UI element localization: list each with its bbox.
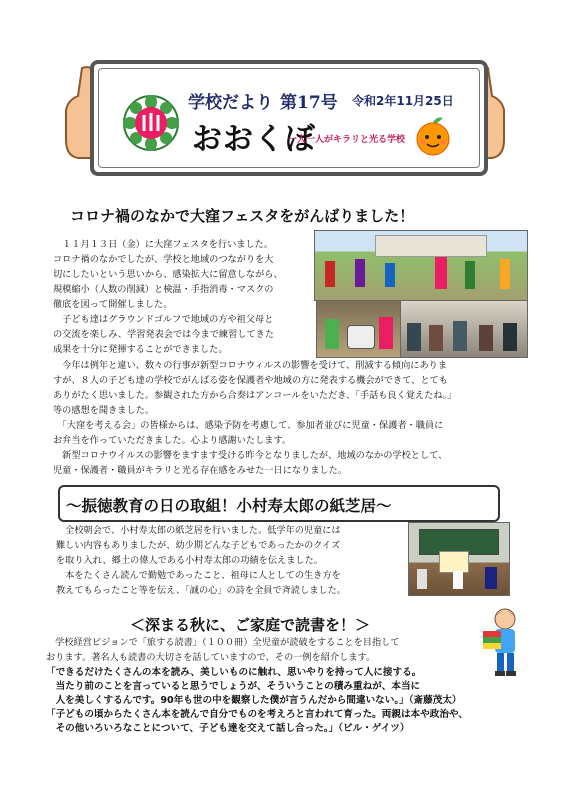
reading-headline: ＜深まる秋に、ご家庭で読書を！＞ (130, 616, 371, 634)
text-line: 教えてもらったこと等を伝え、「誠の心」の詩を全員で斉読しました。 (56, 585, 346, 596)
ground-golf-photo (314, 230, 528, 301)
text-line: ありがたく思いました。参観された方から合奏はアンコールをいただき、「手話も良く覚えたね。」 (53, 390, 457, 401)
text-line: 規模縮小（人数の削減）と検温・手指消毒・マスクの (53, 284, 274, 295)
text-line: 児童・保護者・職員がキラリと光る存在感をみせた一日になりました。 (53, 465, 347, 476)
festa-paragraph-column (53, 237, 308, 357)
school-motto: 一人一人がキラリと光る学校 (288, 135, 406, 145)
quote-line: 「できるだけたくさんの本を読み、美しいものに触れ、思いやりを持って人に接する。 (46, 667, 422, 678)
reading-paragraph (46, 635, 486, 665)
festa-paragraph-full (53, 358, 523, 478)
drum-performance-photo (316, 300, 402, 358)
text-line: 本をたくさん読んで勤勉であったこと、祖母に人としての生き方を (56, 570, 341, 581)
issue-number: 第17号 (280, 93, 338, 113)
text-line: すが、８人の子ども達の学校でがんばる姿を保護者や地域の方に発表する機会ができて、とても (53, 375, 448, 386)
quote-line: 当たり前のことを言っていると思うでしょうが、そういうことの積み重ねが、本当に (46, 681, 421, 692)
kamishibai-paragraph (56, 523, 406, 598)
quote-line: 「子どもの頃からたくさん本を読んで自分でものを考えろと言われて育った。両親は本や政治や、 (46, 709, 468, 720)
newsletter-header (70, 52, 500, 174)
school-name: おおくぼ (192, 122, 316, 157)
audience-photo (400, 300, 528, 358)
text-line: 新型コロナウイルスの影響をますます受ける昨今となりましたが、地域のなかの学校として、 (53, 450, 448, 461)
text-line: 難しい内容もありましたが、幼少期どんな子どもであったかのクイズ (56, 540, 341, 551)
text-line: 切にしたいという思いから、感染拡大に留意しながら、 (53, 269, 283, 280)
issue-date: 令和2年11月25日 (352, 94, 454, 108)
text-line: １１月１３日（金）に大窪フェスタを行いました。 (53, 239, 274, 250)
text-line: 全校朝会で、小村寿太郎の紙芝居を行いました。低学年の児童には (56, 525, 341, 536)
text-line: 成果を十分に発揮することができました。 (53, 344, 228, 355)
quote-line: 人を美しくするんです。90年も世の中を観察した僕が言うんだから間違いない。」（斎藤茂太） (46, 695, 462, 706)
text-line: 等の感想を聞きました。 (53, 405, 155, 416)
kamishibai-headline: ～振徳教育の日の取組！小村寿太郎の紙芝居～ (66, 496, 392, 515)
newsletter-title: 学校だより (188, 93, 273, 113)
reading-quotes (46, 666, 526, 736)
text-line: コロナ禍のなかでしたが、学校と地域のつながりを大 (53, 254, 274, 265)
text-line: お弁当を作っていただきました。心より感謝いたします。 (53, 435, 292, 446)
festa-headline: コロナ禍のなかで大窪フェスタをがんばりました！ (70, 207, 415, 225)
text-line: を取り入れ、郷土の偉人である小村寿太郎の功績を伝えました。 (56, 555, 323, 566)
text-line: 徹底を図って開催しました。 (53, 299, 173, 310)
school-emblem-icon (122, 94, 180, 152)
quote-line: その他いろいろなことについて、子ども達を交えて話し合った。」（ビル・ゲイツ） (46, 723, 410, 734)
text-line: 今年は例年と違い、数々の行事が新型コロナウィルスの影響を受けて、削減する傾向にありま (53, 360, 448, 371)
text-line: おります。著名人も読書の大切さを話していますので、その一例を紹介します。 (46, 652, 376, 663)
text-line: 学校経営ビジョンで「旅する読書」（１００冊）全児童が読破をすることを目指して (46, 637, 400, 648)
text-line: 子ども達はグラウンドゴルフで地域の方や祖父母と (53, 314, 274, 325)
text-line: の交流を楽しみ、学習発表会では今まで練習してきた (53, 329, 275, 340)
text-line: 「大窪を考える会」の皆様からは、感染予防を考慮して、参加者並びに児童・保護者・職員に (53, 420, 444, 431)
orange-mascot-icon (411, 116, 455, 156)
classroom-photo (408, 522, 510, 596)
